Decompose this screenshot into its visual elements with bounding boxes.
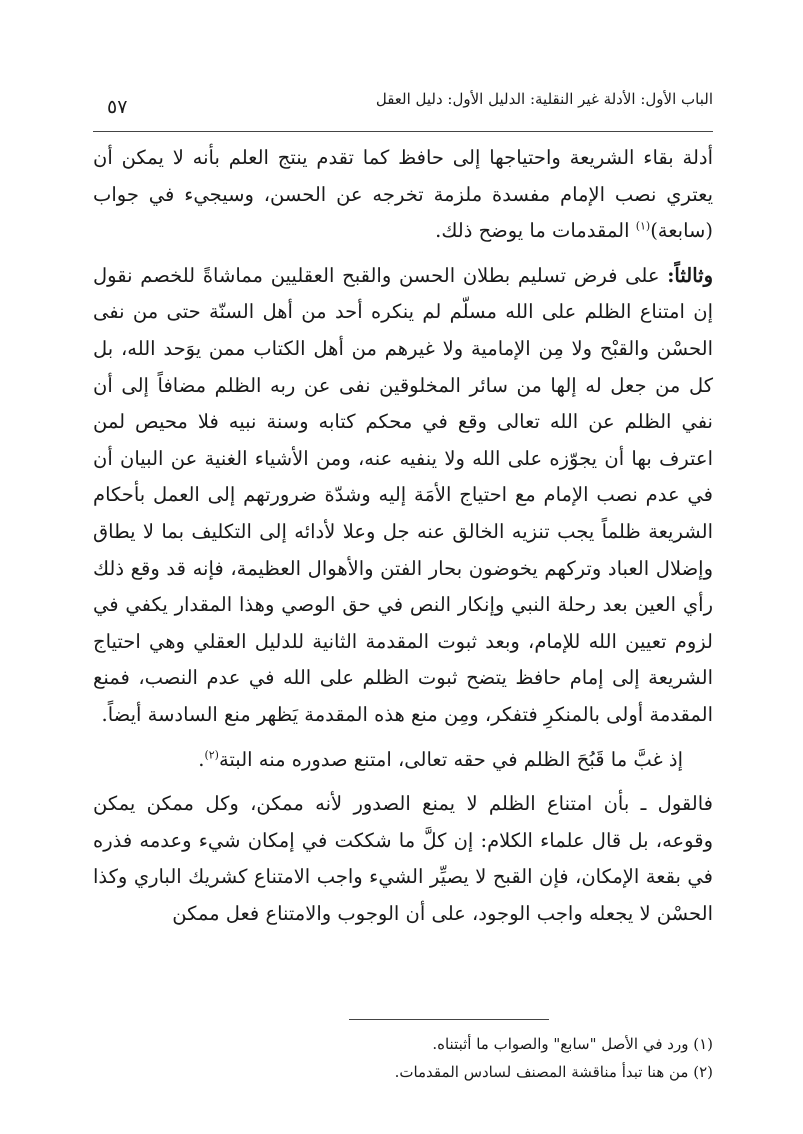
- paragraph-3-text: إذ غبَّ ما قَبُحَ الظلم في حقه تعالى، امتنع صدوره منه البتة: [218, 747, 683, 771]
- paragraph-2-lead: وثالثاً:: [667, 263, 713, 287]
- footnote-ref-1[interactable]: (١): [635, 219, 651, 233]
- footnote-ref-2[interactable]: (٢): [204, 748, 219, 761]
- paragraph-3-text-end: .: [198, 747, 205, 771]
- footnote-rule: [349, 1019, 549, 1020]
- paragraph-2: [93, 258, 713, 734]
- paragraph-1: [93, 140, 713, 250]
- header-rule: [93, 131, 713, 132]
- footnote-2: (٢) من هنا تبدأ مناقشة المصنف لسادس المقدمات.: [394, 1063, 713, 1081]
- paragraph-1-text: أدلة بقاء الشريعة واحتياجها إلى حافظ كما تقدم ينتج العلم بأنه لا يمكن أن يعتري نصب الإمام مفسدة ملزمة تخرجه عن الحسن، وسيجيء في جواب (سابعة): [93, 146, 713, 243]
- footnote-1: (١) ورد في الأصل "سابع" والصواب ما أثبتناه.: [432, 1035, 713, 1053]
- page-number: ٥٧: [107, 96, 128, 118]
- running-title: الباب الأول: الأدلة غير النقلية: الدليل الأول: دليل العقل: [375, 90, 713, 108]
- book-page: [93, 0, 713, 1134]
- main-text: [93, 140, 713, 932]
- running-header: [93, 84, 713, 124]
- paragraph-2-text: على فرض تسليم بطلان الحسن والقبح العقليين مماشاةً للخصم نقول إن امتناع الظلم على الله مسلّم لم ينكره أحد من أهل السنّة حتى من نفى الحسْن والقبْح ولا مِن الإمامية ولا غيرهم من أهل الكتاب ممن يوَحد الله، بل كل من جعل له إلها من سائر المخلوقين نفى عن ربه الظلم مضافاً إلى أن نفي الظلم عن الله تعالى وقع في محكم كتابه وسنة نبيه فلا محيص لمن اعترف بها أن يجوّزه على الله ولا ينفيه عنه، ومن الأشياء الغنية عن البيان أن في عدم نصب الإمام مع احتياج الأمَة إليه وشدّة ضرورتهم إلى العمل بأحكام الشريعة ظلماً يجب تنزيه الخالق عنه جل وعلا لأدائه إلى التكليف بما لا يطاق وإضلال العباد وتركهم يخوضون بحار الفتن والأهوال العظيمة، فإنه قد وقع ذلك رأي العين بعد رحلة النبي وإنكار النص في حق الوصي وهذا المقدار يكفي في لزوم تعيين الله للإمام، وبعد ثبوت المقدمة الثانية للدليل العقلي وهي احتياج الشريعة إلى إمام حافظ يتضح ثبوت الظلم على الله في عدم النصب، فمنع المقدمة أولى بالمنكرِ فتفكر، ومِن منع هذه المقدمة يَظهر منع السادسة أيضاً.: [93, 263, 713, 726]
- paragraph-4: [93, 786, 713, 932]
- paragraph-1-text-end: المقدمات ما يوضح ذلك.: [435, 219, 636, 243]
- paragraph-4-text: فالقول ـ بأن امتناع الظلم لا يمنع الصدور لأنه ممكن، وكل ممكن يمكن وقوعه، بل قال علماء الكلام: إن كلَّ ما شككت في إمكان شيء وعدمه فذره في بقعة الإمكان، فإن القبح لا يصيِّر الشيء واجب الامتناع كشريك الباري وكذا الحسْن لا يجعله واجب الوجود، على أن الوجوب والامتناع فعل ممكن: [93, 792, 713, 925]
- paragraph-3: [93, 742, 713, 779]
- footnotes: [93, 1030, 713, 1086]
